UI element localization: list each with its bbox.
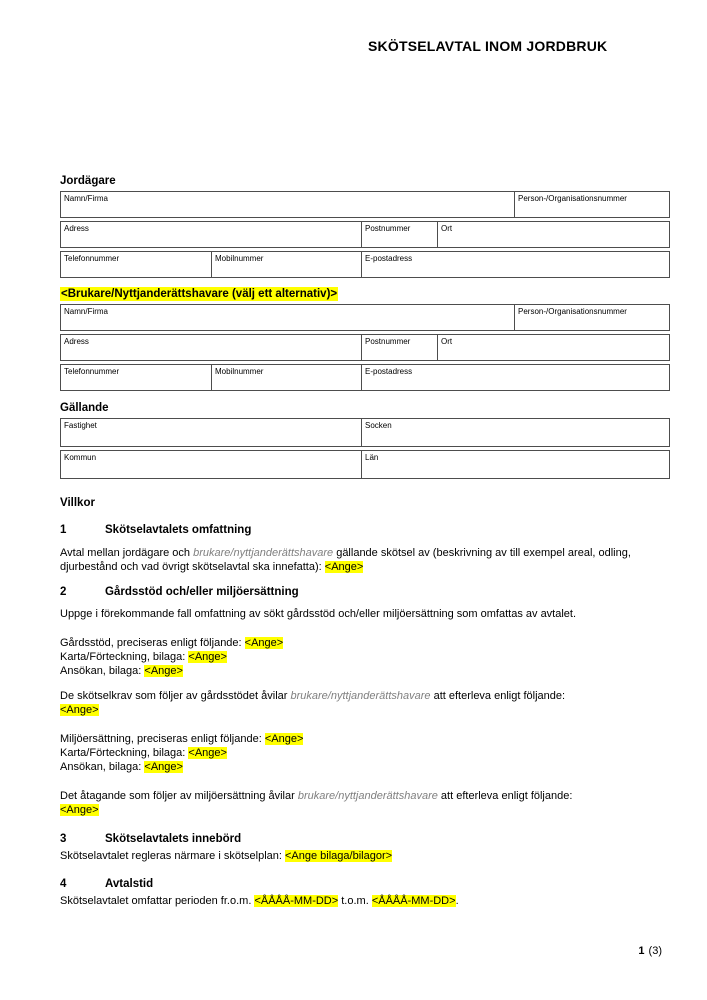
field-label: Person-/Organisationsnummer [518, 194, 627, 203]
item1-text: gällande skötsel av (beskrivning av till exempel areal, odling, djurbestånd och vad övrigt skötselavtal ska innefatta): [60, 547, 631, 573]
field-label: E-postadress [365, 367, 413, 376]
krav-text-line [60, 689, 670, 703]
brukare-table [60, 304, 670, 391]
table-row [60, 191, 670, 218]
jordagare-epostadress-cell[interactable] [361, 251, 670, 278]
item4-text: . [455, 895, 459, 907]
item1-paragraph [60, 546, 670, 574]
item4-number: 4 [60, 878, 67, 890]
item2-number: 2 [60, 586, 67, 598]
field-label: Telefonnummer [64, 254, 120, 263]
brukare-adress-cell[interactable] [60, 334, 362, 361]
ansokan-line [60, 664, 670, 678]
item3-paragraph [60, 849, 670, 863]
ansokan-label: Ansökan, bilaga: [60, 761, 145, 773]
brukare-heading [60, 287, 670, 301]
item2-title: Gårdsstöd och/eller miljöersättning [105, 586, 299, 598]
section-villkor [60, 496, 670, 908]
field-label: Län [365, 453, 379, 462]
krav-paragraph [60, 689, 670, 717]
ange-placeholder[interactable]: <Ange> [188, 747, 227, 759]
ange-placeholder[interactable]: <Ange> [244, 637, 284, 649]
section-brukare [60, 287, 670, 394]
jordagare-postnummer-cell[interactable] [361, 221, 438, 248]
field-label: Namn/Firma [64, 307, 109, 316]
table-row [60, 221, 670, 248]
brukare-epostadress-cell[interactable] [361, 364, 670, 391]
field-label: Ort [441, 224, 453, 233]
field-label: Person-/Organisationsnummer [518, 307, 627, 316]
ange-placeholder[interactable]: <Ange> [144, 761, 183, 773]
field-label: Mobilnummer [215, 254, 264, 263]
lan-cell[interactable] [361, 450, 670, 479]
atagande-text-line [60, 789, 670, 803]
field-label: Ort [441, 337, 453, 346]
section-gallande [60, 401, 670, 482]
table-row [60, 304, 670, 331]
date-from-placeholder[interactable]: <ÅÅÅÅ-MM-DD> [254, 895, 339, 907]
field-label: Fastighet [64, 421, 97, 430]
item4-title: Avtalstid [105, 878, 154, 890]
section-jordagare [60, 174, 670, 281]
item1-italic-term: brukare/nyttjanderättshavare [193, 547, 334, 559]
ange-placeholder[interactable]: <Ange> [144, 665, 183, 677]
brukare-ort-cell[interactable] [437, 334, 670, 361]
item1-heading [60, 523, 670, 538]
ansokan-label: Ansökan, bilaga: [60, 665, 145, 677]
field-label: Kommun [64, 453, 97, 462]
krav-italic-term: brukare/nyttjanderättshavare [290, 690, 431, 702]
field-label: Namn/Firma [64, 194, 109, 203]
item4-heading [60, 877, 670, 892]
karta-line [60, 650, 670, 664]
fastighet-cell[interactable] [60, 418, 362, 447]
brukare-mobilnummer-cell[interactable] [211, 364, 362, 391]
item2-heading [60, 585, 670, 600]
atagande-paragraph [60, 789, 670, 817]
ange-placeholder[interactable]: <Ange> [324, 561, 364, 573]
karta-label: Karta/Förteckning, bilaga: [60, 651, 189, 663]
item3-text: Skötselavtalet regleras närmare i skötselplan: [60, 850, 285, 862]
field-label: Mobilnummer [215, 367, 264, 376]
field-label: Adress [64, 337, 89, 346]
item4-paragraph [60, 894, 670, 908]
item3-number: 3 [60, 833, 67, 845]
gallande-heading: Gällande [60, 402, 109, 414]
karta-line [60, 746, 670, 760]
brukare-person-org-cell[interactable] [514, 304, 670, 331]
krav-text: De skötselkrav som följer av gårdsstödet åvilar [60, 690, 291, 702]
field-label: E-postadress [365, 254, 413, 263]
gardsstod-lines [60, 636, 670, 678]
atagande-italic-term: brukare/nyttjanderättshavare [297, 790, 438, 802]
field-label: Telefonnummer [64, 367, 120, 376]
document-title: SKÖTSELAVTAL INOM JORDBRUK [368, 38, 608, 54]
gallande-table [60, 418, 670, 479]
jordagare-namn-firma-cell[interactable] [60, 191, 515, 218]
atagande-text: Det åtagande som följer av miljöersättning åvilar [60, 790, 298, 802]
field-label: Postnummer [365, 224, 411, 233]
ange-placeholder[interactable]: <Ange> [60, 804, 99, 816]
item2-intro: Uppge i förekommande fall omfattning av sökt gårdsstöd och/eller miljöersättning som omfattas av avtalet. [60, 608, 577, 620]
ansokan-line [60, 760, 670, 774]
field-label: Socken [365, 421, 392, 430]
miljo-label: Miljöersättning, preciseras enligt följande: [60, 733, 265, 745]
table-row [60, 334, 670, 361]
field-label: Postnummer [365, 337, 411, 346]
date-to-placeholder[interactable]: <ÅÅÅÅ-MM-DD> [371, 895, 456, 907]
page-number: 1 [638, 945, 645, 957]
jordagare-person-org-cell[interactable] [514, 191, 670, 218]
miljo-line [60, 732, 670, 746]
karta-label: Karta/Förteckning, bilaga: [60, 747, 189, 759]
table-row [60, 450, 670, 479]
gardsstod-label: Gårdsstöd, preciseras enligt följande: [60, 637, 245, 649]
atagande-placeholder-line [60, 803, 670, 817]
brukare-postnummer-cell[interactable] [361, 334, 438, 361]
page-total: (3) [648, 945, 662, 957]
ange-placeholder[interactable]: <Ange> [188, 651, 227, 663]
item4-text: t.o.m. [338, 895, 372, 907]
item3-heading [60, 832, 670, 847]
gardsstod-line [60, 636, 670, 650]
field-label: Adress [64, 224, 89, 233]
atagande-text: att efterleva enligt följande: [437, 790, 573, 802]
item1-title: Skötselavtalets omfattning [105, 524, 252, 536]
miljo-lines [60, 732, 670, 774]
item1-text: Avtal mellan jordägare och [60, 547, 194, 559]
table-row [60, 251, 670, 278]
jordagare-adress-cell[interactable] [60, 221, 362, 248]
ange-placeholder[interactable]: <Ange> [264, 733, 304, 745]
jordagare-telefonnummer-cell[interactable] [60, 251, 212, 278]
item1-number: 1 [60, 524, 67, 536]
table-row [60, 418, 670, 447]
krav-text: att efterleva enligt följande: [430, 690, 566, 702]
villkor-heading: Villkor [60, 497, 95, 509]
table-row [60, 364, 670, 391]
ange-bilaga-placeholder[interactable]: <Ange bilaga/bilagor> [285, 850, 393, 862]
krav-placeholder-line [60, 703, 670, 717]
brukare-telefonnummer-cell[interactable] [60, 364, 212, 391]
jordagare-ort-cell[interactable] [437, 221, 670, 248]
jordagare-heading: Jordägare [60, 175, 116, 187]
ange-placeholder[interactable]: <Ange> [60, 704, 99, 716]
item3-title: Skötselavtalets innebörd [105, 833, 242, 845]
kommun-cell[interactable] [60, 450, 362, 479]
socken-cell[interactable] [361, 418, 670, 447]
brukare-heading-highlight[interactable]: <Brukare/Nyttjanderättshavare (välj ett alternativ)> [61, 288, 338, 300]
jordagare-table [60, 191, 670, 278]
brukare-namn-firma-cell[interactable] [60, 304, 515, 331]
jordagare-mobilnummer-cell[interactable] [211, 251, 362, 278]
page-footer [638, 945, 662, 958]
item4-text: Skötselavtalet omfattar perioden fr.o.m. [60, 895, 255, 907]
